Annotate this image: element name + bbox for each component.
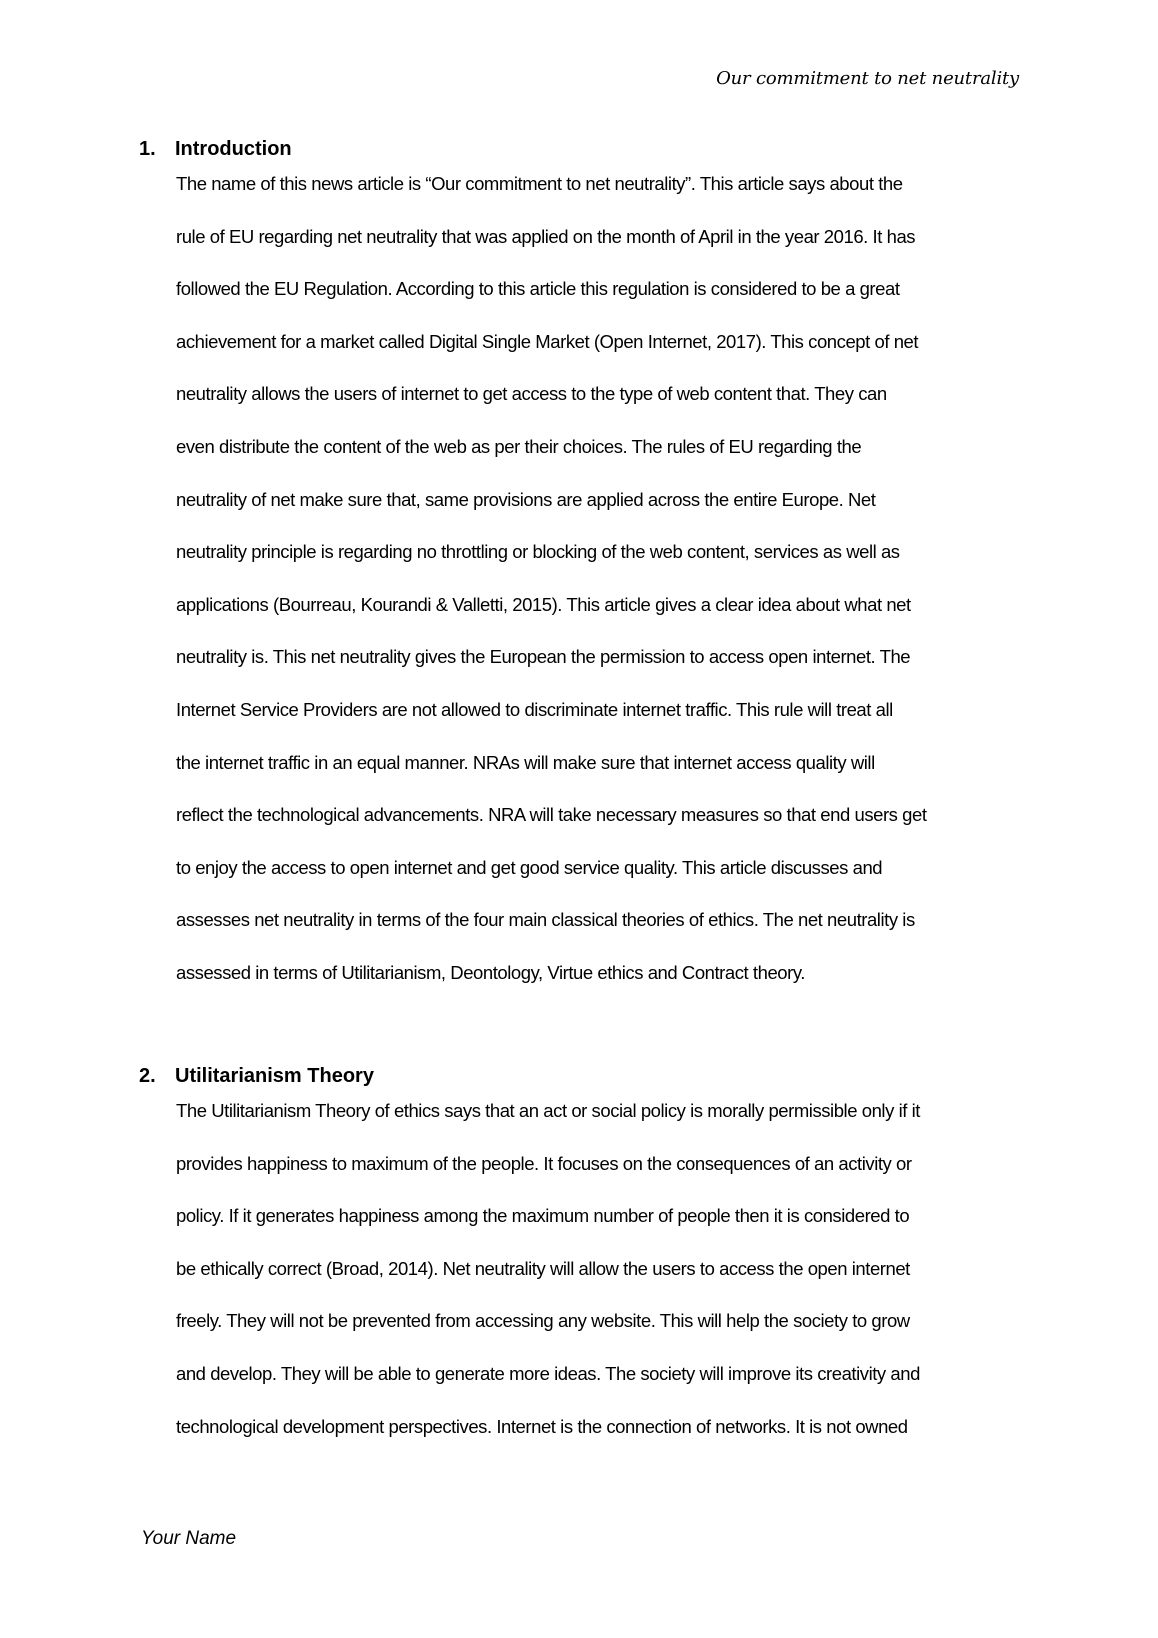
section-number: 1. <box>139 138 156 160</box>
text-line: followed the EU Regulation. According to this article this regulation is considered to be a great <box>176 278 900 300</box>
text-line: provides happiness to maximum of the people. It focuses on the consequences of an activity or <box>176 1152 912 1174</box>
text-line: technological development perspectives. Internet is the connection of networks. It is not owned <box>176 1415 908 1437</box>
section-heading-introduction <box>139 138 292 161</box>
text-line: The name of this news article is “Our commitment to net neutrality”. This article says about the <box>176 173 903 194</box>
text-line: to enjoy the access to open internet and get good service quality. This article discusses and <box>176 856 883 878</box>
text-line: be ethically correct (Broad, 2014). Net neutrality will allow the users to access the open internet <box>176 1257 910 1279</box>
text-line: freely. They will not be prevented from accessing any website. This will help the society to grow <box>176 1310 910 1332</box>
text-line: applications (Bourreau, Kourandi & Valletti, 2015). This article gives a clear idea about what net <box>176 593 911 615</box>
footer-author: Your Name <box>141 1528 237 1549</box>
text-line: The Utilitarianism Theory of ethics says that an act or social policy is morally permissible only if it <box>176 1100 920 1121</box>
text-line: assessed in terms of Utilitarianism, Deontology, Virtue ethics and Contract theory. <box>176 961 805 983</box>
text-line: reflect the technological advancements. NRA will take necessary measures so that end users get <box>176 804 927 826</box>
text-line: achievement for a market called Digital Single Market (Open Internet, 2017). This concept of net <box>176 330 919 352</box>
text-line: Internet Service Providers are not allowed to discriminate internet traffic. This rule will treat all <box>176 698 893 720</box>
text-line: neutrality allows the users of internet to get access to the type of web content that. They can <box>176 383 887 405</box>
text-line: neutrality principle is regarding no throttling or blocking of the web content, services as well as <box>176 541 900 563</box>
section-number: 2. <box>139 1065 156 1087</box>
text-line: even distribute the content of the web as per their choices. The rules of EU regarding the <box>176 435 862 457</box>
text-line: assesses net neutrality in terms of the four main classical theories of ethics. The net neutrality is <box>176 909 915 931</box>
text-line: rule of EU regarding net neutrality that was applied on the month of April in the year 2016. It has <box>176 225 916 247</box>
text-line: neutrality of net make sure that, same provisions are applied across the entire Europe. Net <box>176 488 876 510</box>
running-header: Our commitment to net neutrality <box>716 68 1019 89</box>
section-heading-utilitarianism <box>139 1065 374 1088</box>
introduction-paragraph <box>176 174 1026 1016</box>
utilitarianism-paragraph <box>176 1101 1026 1469</box>
text-line: neutrality is. This net neutrality gives the European the permission to access open internet. The <box>176 646 911 668</box>
text-line: the internet traffic in an equal manner. NRAs will make sure that internet access quality will <box>176 751 875 773</box>
text-line: and develop. They will be able to generate more ideas. The society will improve its creativity and <box>176 1362 920 1384</box>
text-line: policy. If it generates happiness among the maximum number of people then it is considered to <box>176 1205 910 1227</box>
section-title: Introduction <box>175 138 292 160</box>
section-title: Utilitarianism Theory <box>175 1065 374 1087</box>
